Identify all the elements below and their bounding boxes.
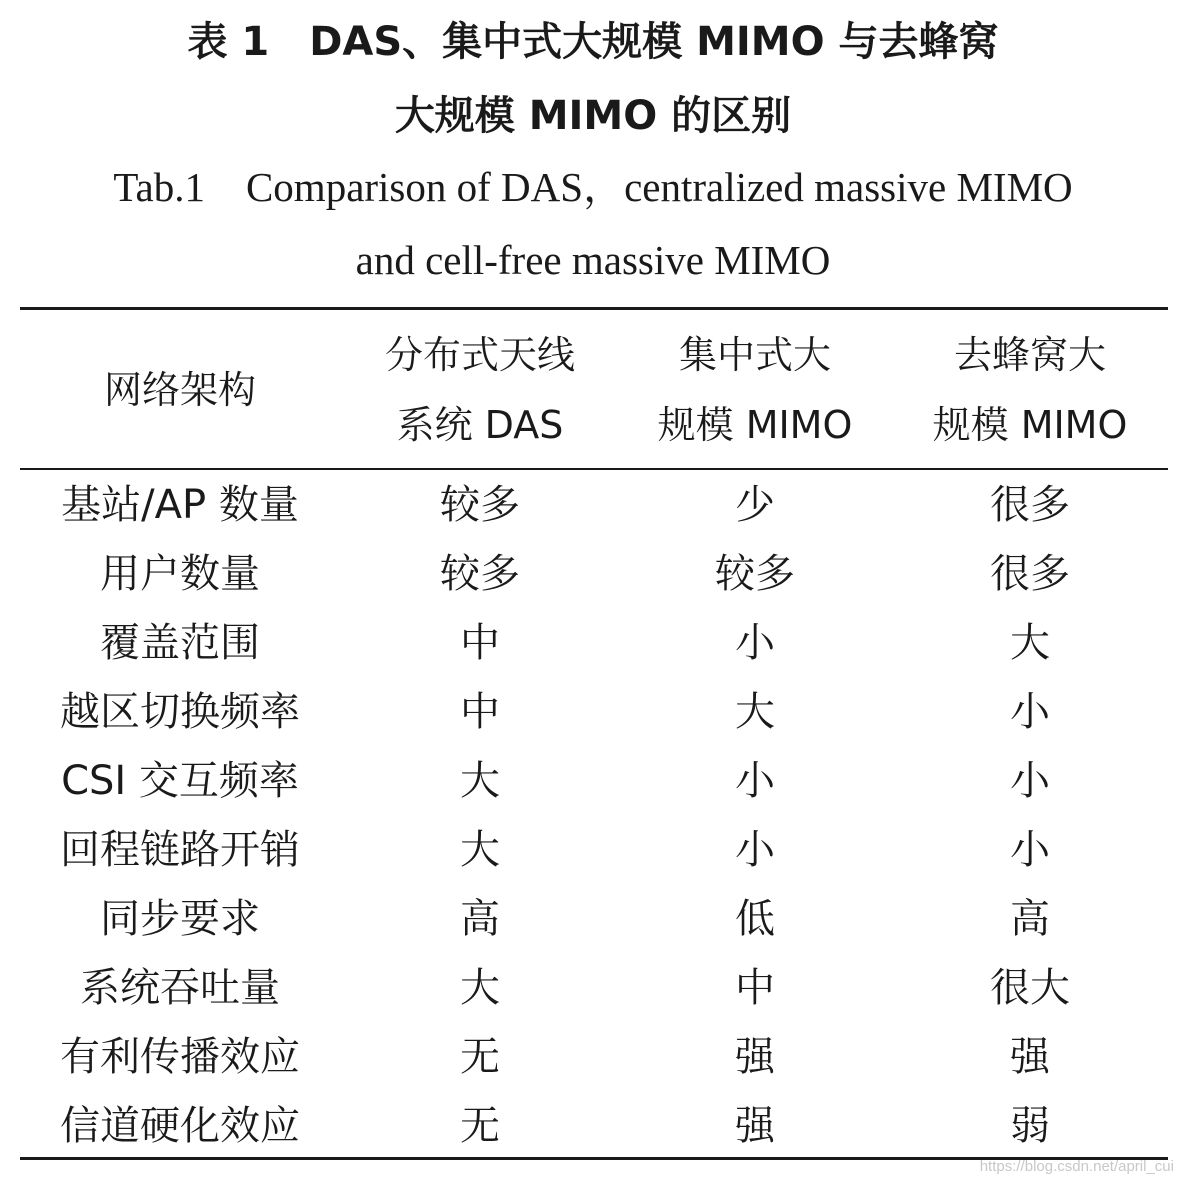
- cell-das: 较多: [440, 551, 520, 597]
- cell-das: 中: [460, 620, 500, 666]
- header-cell-free-mimo-line2: 规模 MIMO: [932, 403, 1128, 447]
- cell-das: 大: [460, 827, 500, 873]
- cell-das: 中: [460, 689, 500, 735]
- cell-centralized-mimo: 较多: [715, 551, 795, 597]
- header-centralized-mimo: [620, 320, 890, 460]
- cell-cell-free-mimo: 弱: [1010, 1103, 1050, 1149]
- caption-english-line1: Tab.1 Comparison of DAS，centralized massive MIMO: [113, 164, 1073, 210]
- header-centralized-mimo-line2: 规模 MIMO: [657, 403, 853, 447]
- row-label: 回程链路开销: [60, 827, 300, 873]
- row-label: 信道硬化效应: [60, 1103, 300, 1149]
- cell-centralized-mimo: 小: [735, 827, 775, 873]
- table-row: [20, 1023, 1168, 1092]
- header-cell-free-mimo: [890, 320, 1170, 460]
- table-row: [20, 609, 1168, 678]
- cell-das: 较多: [440, 482, 520, 528]
- table-row: [20, 954, 1168, 1023]
- cell-das: 大: [460, 965, 500, 1011]
- row-label: 有利传播效应: [60, 1034, 300, 1080]
- cell-cell-free-mimo: 很多: [990, 482, 1070, 528]
- table-row: [20, 471, 1168, 540]
- row-label: 基站/AP 数量: [61, 482, 299, 528]
- cell-das: 高: [460, 896, 500, 942]
- row-label: CSI 交互频率: [61, 758, 299, 804]
- cell-centralized-mimo: 小: [735, 620, 775, 666]
- table-row: [20, 885, 1168, 954]
- table-header-rule: [20, 468, 1168, 470]
- cell-das: 无: [460, 1034, 500, 1080]
- table-row: [20, 678, 1168, 747]
- header-das: [340, 320, 620, 460]
- caption-chinese-line1: 表 1 DAS、集中式大规模 MIMO 与去蜂窝: [187, 19, 999, 65]
- table-row: [20, 747, 1168, 816]
- header-network-architecture: 网络架构: [103, 368, 256, 412]
- cell-cell-free-mimo: 很多: [990, 551, 1070, 597]
- row-label: 同步要求: [100, 896, 260, 942]
- table-top-rule: [20, 307, 1168, 310]
- cell-centralized-mimo: 中: [735, 965, 775, 1011]
- caption-chinese-line2: 大规模 MIMO 的区别: [394, 93, 792, 139]
- cell-centralized-mimo: 强: [735, 1103, 775, 1149]
- table-row: [20, 540, 1168, 609]
- row-label: 用户数量: [100, 551, 260, 597]
- caption-english-line2: and cell-free massive MIMO: [355, 237, 831, 283]
- cell-centralized-mimo: 低: [735, 896, 775, 942]
- row-label: 系统吞吐量: [80, 965, 280, 1011]
- cell-cell-free-mimo: 大: [1010, 620, 1050, 666]
- watermark: https://blog.csdn.net/april_cui: [979, 1158, 1174, 1175]
- cell-centralized-mimo: 小: [735, 758, 775, 804]
- cell-cell-free-mimo: 强: [1010, 1034, 1050, 1080]
- cell-centralized-mimo: 强: [735, 1034, 775, 1080]
- cell-das: 无: [460, 1103, 500, 1149]
- cell-cell-free-mimo: 高: [1010, 896, 1050, 942]
- header-centralized-mimo-line1: 集中式大: [678, 333, 831, 377]
- cell-cell-free-mimo: 小: [1010, 827, 1050, 873]
- table-row: [20, 1092, 1168, 1161]
- cell-das: 大: [460, 758, 500, 804]
- cell-cell-free-mimo: 小: [1010, 689, 1050, 735]
- cell-centralized-mimo: 大: [735, 689, 775, 735]
- row-label: 越区切换频率: [60, 689, 300, 735]
- header-das-line2: 系统 DAS: [396, 403, 564, 447]
- cell-cell-free-mimo: 很大: [990, 965, 1070, 1011]
- row-label: 覆盖范围: [100, 620, 260, 666]
- header-das-line1: 分布式天线: [384, 333, 575, 377]
- cell-cell-free-mimo: 小: [1010, 758, 1050, 804]
- header-cell-free-mimo-line1: 去蜂窝大: [953, 333, 1106, 377]
- cell-centralized-mimo: 少: [735, 482, 775, 528]
- table-row: [20, 816, 1168, 885]
